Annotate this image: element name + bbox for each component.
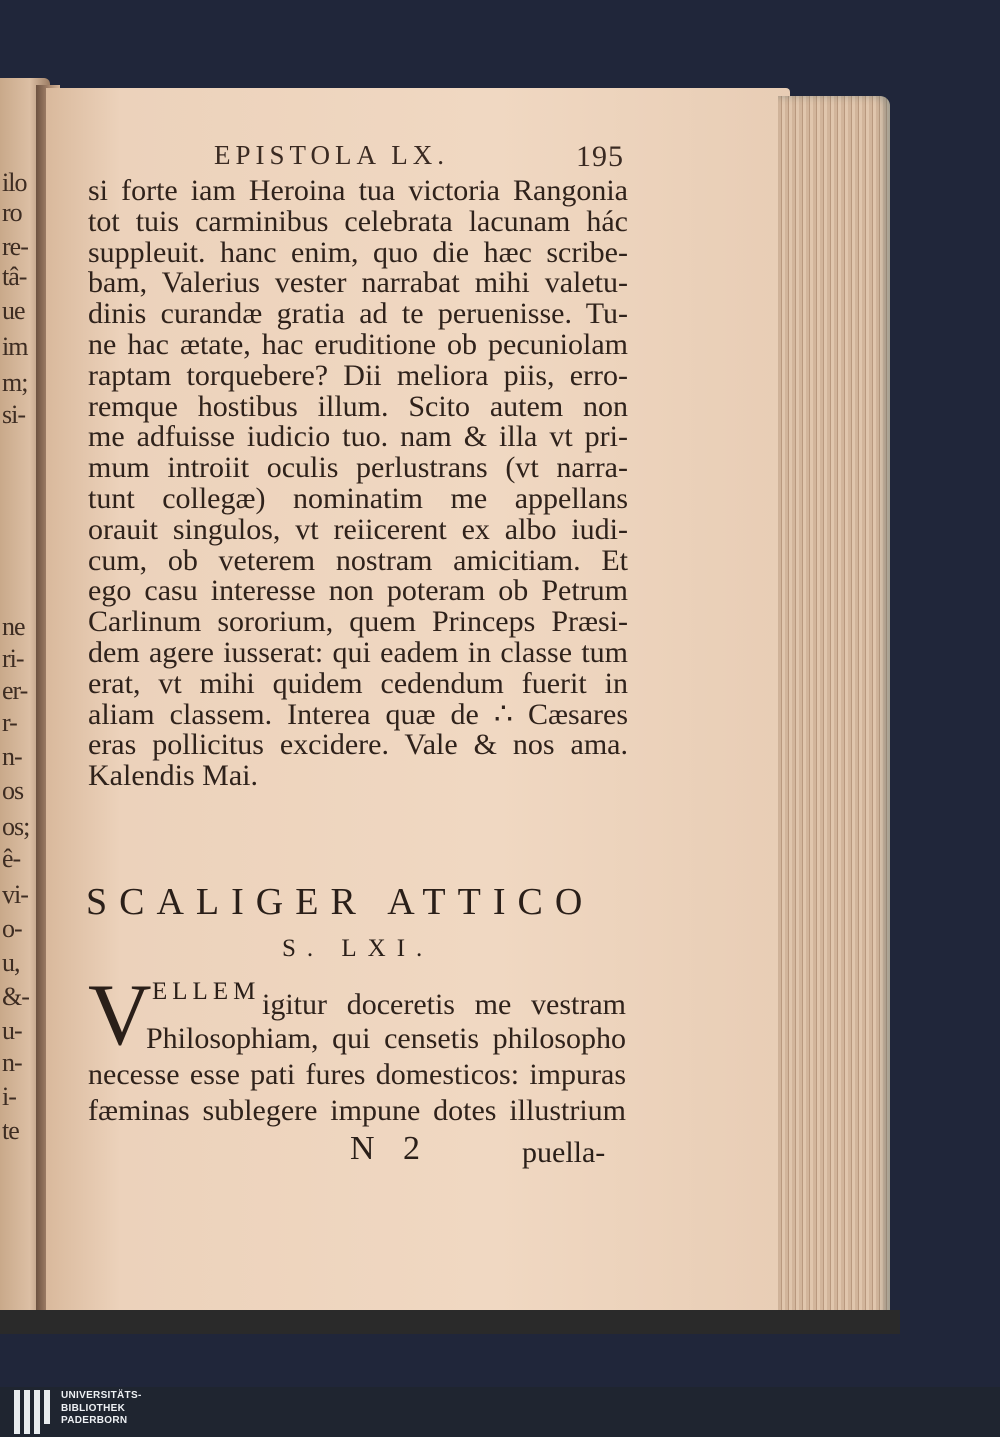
left-fragment-line: ro xyxy=(2,198,22,227)
text-line: suppleuit. hanc enim, quo die hæc scribe- xyxy=(88,235,628,269)
text-line: mum introiit oculis perlustrans (vt narra- xyxy=(88,451,628,485)
left-fragment-line: i- xyxy=(2,1082,16,1111)
text-line: necesse esse pati fures domesticos: impuras xyxy=(88,1058,626,1091)
first-word-rest: ELLEM xyxy=(152,978,261,1005)
left-fragment-line: ri- xyxy=(2,644,24,673)
text-line: aliam classem. Interea quæ de ∴ Cæsares xyxy=(88,697,628,731)
library-logo-icon xyxy=(14,1390,52,1434)
left-fragment-line: u, xyxy=(2,948,20,977)
left-fragment-line: ne xyxy=(2,612,25,641)
left-fragment-line: u- xyxy=(2,1016,22,1045)
text-line: Kalendis Mai. xyxy=(88,759,258,793)
left-fragment-line: o- xyxy=(2,914,22,943)
catchword: puella- xyxy=(522,1136,606,1169)
text-line: tot tuis carminibus celebrata lacunam hác xyxy=(88,204,628,238)
library-name-line: PADERBORN xyxy=(61,1415,128,1426)
library-name-line: UNIVERSITÄTS- xyxy=(61,1390,142,1401)
text-line: bam, Valerius vester narrabat mihi valetu- xyxy=(88,266,628,300)
text-line: ne hac ætate, hac eruditione ob pecuniolam xyxy=(88,327,628,361)
text-line: igitur doceretis me vestram xyxy=(262,988,626,1021)
text-line: eras pollicitus excidere. Vale & nos ama. xyxy=(88,728,628,762)
book-cover-edge xyxy=(0,1310,900,1334)
drop-cap: V xyxy=(88,967,152,1064)
left-fragment-line: ê- xyxy=(2,844,21,873)
text-line: fæminas sublegere impune dotes illustrium xyxy=(88,1094,626,1127)
left-fragment-line: re- xyxy=(2,232,28,261)
left-fragment-line: im xyxy=(2,332,28,361)
text-line: ego casu interesse non poteram ob Petrum xyxy=(88,574,628,608)
running-head xyxy=(214,140,624,176)
left-fragment-line: n- xyxy=(2,1048,22,1077)
library-name xyxy=(61,1390,142,1428)
text-line: remque hostibus illum. Scito autem non xyxy=(88,389,628,423)
library-name-line: BIBLIOTHEK xyxy=(61,1402,126,1414)
left-fragment-line: m; xyxy=(2,368,28,397)
left-fragment-line: r- xyxy=(2,708,17,737)
left-fragment-line: er- xyxy=(2,676,28,705)
letter-60-body xyxy=(88,176,628,792)
text-line: dem agere iusserat: qui eadem in classe tum xyxy=(88,635,628,669)
text-line: dinis curandæ gratia ad te peruenisse. Tu- xyxy=(88,297,628,331)
letter-heading: SCALIGER ATTICO xyxy=(86,881,595,923)
text-line: raptam torquebere? Dii meliora piis, erro- xyxy=(88,358,628,392)
left-fragment-line: ue xyxy=(2,296,25,325)
text-line: orauit singulos, vt reiicerent ex albo iudi- xyxy=(88,512,628,546)
page-number: 195 xyxy=(576,140,624,173)
text-line: tunt collegæ) nominatim me appellans xyxy=(88,481,628,515)
left-fragment-line: os xyxy=(2,776,24,805)
letter-number: S. LXI. xyxy=(282,935,434,962)
left-fragment-line: te xyxy=(2,1116,19,1145)
text-line: cum, ob veterem nostram amicitiam. Et xyxy=(88,543,628,577)
left-fragment-line: &- xyxy=(2,982,29,1011)
left-fragment-line: si- xyxy=(2,400,25,429)
text-line: Carlinum sororium, quem Princeps Præsi- xyxy=(88,605,628,639)
page-edges xyxy=(778,96,890,1324)
footer-bar xyxy=(0,1387,1000,1437)
left-fragment-line: os; xyxy=(2,812,30,841)
text-line: Philosophiam, qui censetis philosopho xyxy=(146,1022,626,1055)
left-fragment-line: vi- xyxy=(2,880,28,909)
left-fragment-line: n- xyxy=(2,742,22,771)
text-line: erat, vt mihi quidem cedendum fuerit in xyxy=(88,666,628,700)
running-head-title: EPISTOLA LX. xyxy=(214,140,450,170)
text-line: si forte iam Heroina tua victoria Rangonia xyxy=(88,174,628,207)
signature-mark: N 2 xyxy=(350,1130,431,1167)
text-line: me adfuisse iudicio tuo. nam & illa vt pri- xyxy=(88,420,628,454)
left-fragment-line: ilo xyxy=(2,168,27,197)
left-fragment-line: tâ- xyxy=(2,262,27,291)
